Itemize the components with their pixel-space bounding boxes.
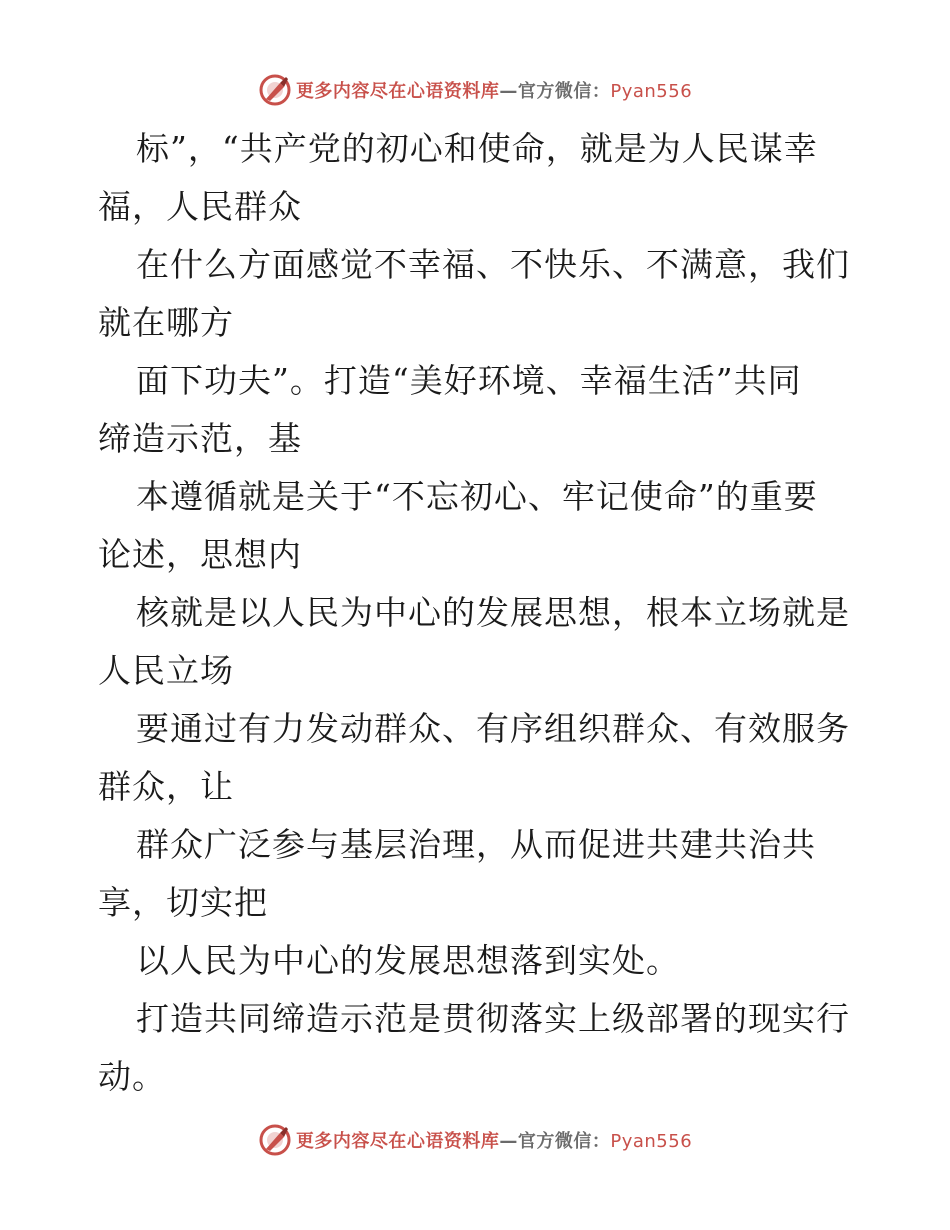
text-line: 打造共同缔造示范是贯彻落实上级部署的现实行 [136,999,850,1038]
footer-banner-wechat-id: Pyan556 [610,1131,693,1152]
text-line: 福，人民群众 [98,187,302,226]
footer-banner-main: 更多内容尽在心语资料库 [295,1131,500,1152]
footer-banner-wechat-label: 官方微信： [517,1131,611,1152]
text-line: 以人民为中心的发展思想落到实处。 [136,941,680,980]
text-line: 标”，“共产党的初心和使命，就是为人民谋幸 [136,129,818,168]
text-line: 就在哪方 [98,303,234,342]
header-banner-dash: — [499,81,518,102]
pen-nib-logo-icon [258,1123,292,1157]
footer-banner [0,1120,950,1160]
text-line: 动。 [98,1057,166,1096]
text-line: 核就是以人民为中心的发展思想，根本立场就是 [136,593,850,632]
header-banner [0,70,950,110]
footer-banner-text [296,1127,692,1153]
header-banner-wechat-id: Pyan556 [610,81,693,102]
header-banner-main: 更多内容尽在心语资料库 [295,81,500,102]
text-line: 面下功夫”。打造“美好环境、幸福生活”共同 [136,361,802,400]
text-line: 群众，让 [98,767,234,806]
text-line: 缔造示范，基 [98,419,302,458]
pen-nib-logo-icon [258,73,292,107]
header-banner-text [296,77,692,103]
text-line: 要通过有力发动群众、有序组织群众、有效服务 [136,709,850,748]
text-line: 论述，思想内 [98,535,302,574]
text-line: 人民立场 [98,651,234,690]
footer-banner-dash: — [499,1131,518,1152]
header-banner-wechat-label: 官方微信： [517,81,611,102]
text-line: 本遵循就是关于“不忘初心、牢记使命”的重要 [136,477,818,516]
text-line: 群众广泛参与基层治理，从而促进共建共治共 [136,825,816,864]
text-line: 享，切实把 [98,883,268,922]
text-line: 在什么方面感觉不幸福、不快乐、不满意，我们 [136,245,850,284]
document-body [98,120,858,1106]
